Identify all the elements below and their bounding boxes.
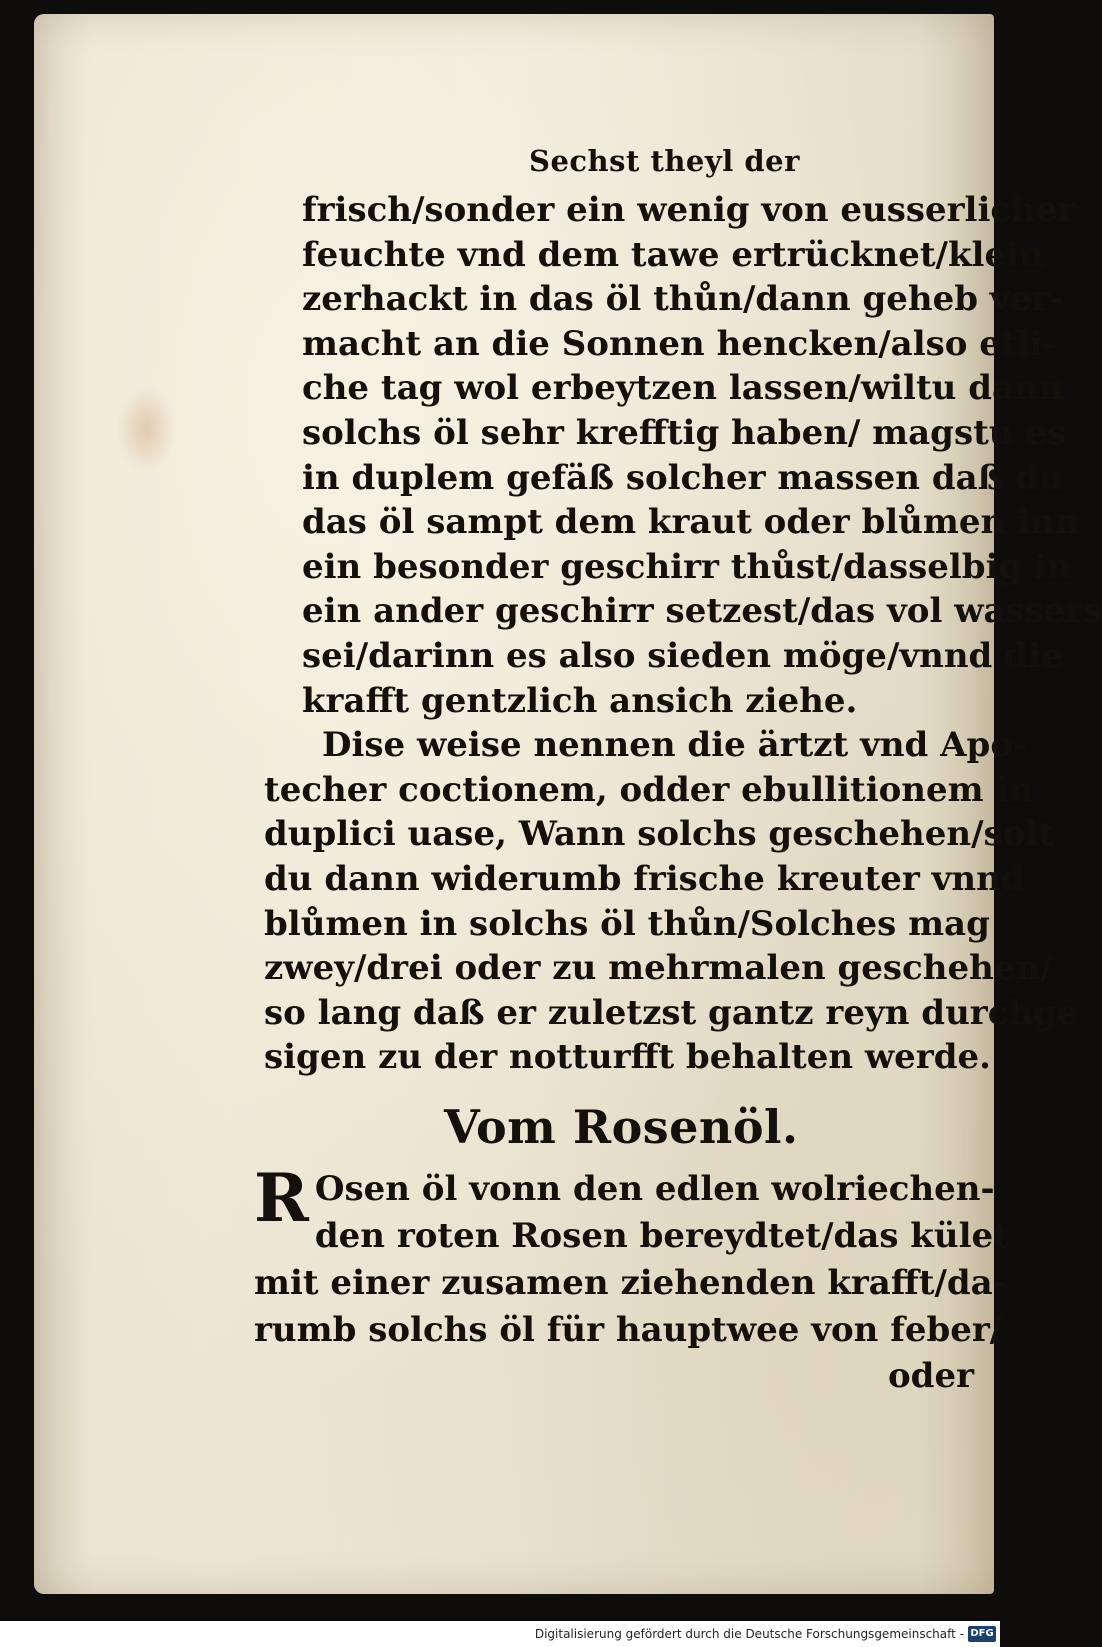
page-text [254,144,1102,1396]
text-line: techer coctionem, odder ebullitionem in [264,769,1034,810]
book-page [34,14,1102,1594]
paragraph-2 [254,723,1079,1080]
running-head: Sechst theyl der [529,144,800,178]
text-line: ein ander geschirr setzest/das vol wassers [302,591,1102,632]
section-heading: Vom Rosenöl. [444,1099,799,1154]
text-line: du dann widerumb frische kreuter vnnd [264,858,1025,899]
catchword: oder [888,1355,974,1396]
text-line: feuchte vnd dem tawe ertrücknet/klein [302,234,1044,275]
text-line: solchs öl sehr krefftig haben/ magstu es [302,412,1067,453]
footer-bar [0,1621,1000,1647]
text-line: das öl sampt dem kraut oder blůmen inn [302,502,1080,543]
paragraph-1 [254,188,1102,723]
text-line: frisch/sonder ein wenig von eusserlicher [302,190,1076,230]
dfg-logo: DFG [968,1626,996,1642]
text-line: blůmen in solchs öl thůn/Solches mag [264,903,990,944]
text-line: zerhackt in das öl thůn/dann geheb ver- [302,279,1064,320]
rose-paragraph [254,1158,1009,1354]
text-line: rumb solchs öl für hauptwee von feber/ [254,1309,1003,1350]
text-line: mit einer zusamen ziehenden krafft/da- [254,1262,1007,1303]
text-line: sigen zu der notturfft behalten werde. [264,1037,991,1078]
text-line: che tag wol erbeytzen lassen/wiltu dann [302,368,1064,409]
text-line: macht an die Sonnen hencken/also etli- [302,323,1057,364]
text-line: in duplem gefäß solcher massen daß du [302,457,1064,498]
text-line: Osen öl vonn den edlen wolriechen- [314,1168,995,1209]
text-line: Dise weise nennen die ärtzt vnd Apo- [322,725,1028,766]
text-line: krafft gentzlich ansich ziehe. [302,680,858,721]
text-line: so lang daß er zuletzst gantz reyn durchge [264,992,1079,1033]
text-line: den roten Rosen bereydtet/das kület [314,1215,1009,1256]
text-line: duplici uase, Wann solchs geschehen/solt [264,814,1054,855]
drop-cap-initial: R [254,1158,309,1237]
footer-credit: Digitalisierung gefördert durch die Deutsche Forschungsgemeinschaft - [534,1627,964,1641]
text-line: zwey/drei oder zu mehrmalen geschehen/ [264,948,1053,989]
text-line: ein besonder geschirr thůst/dasselbig in [302,546,1072,587]
text-line: sei/darinn es also sieden möge/vnnd die [302,635,1063,676]
paper-stain [116,384,176,474]
